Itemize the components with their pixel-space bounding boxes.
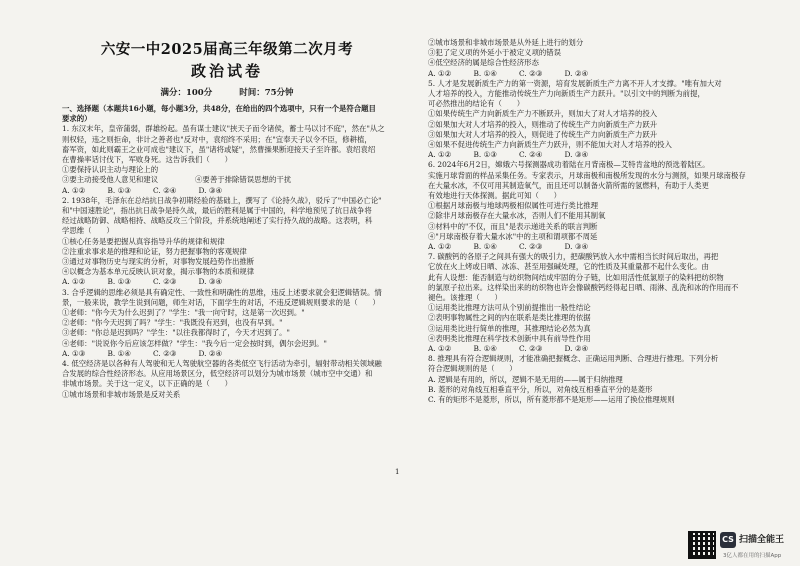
camscanner-tagline: 3亿人都在用的扫描App	[723, 553, 782, 559]
text-line: A. ①② B. ①③ C. ②④ D. ③④	[62, 185, 223, 195]
text-line: B. 菱形的对角线互相垂直平分，所以，对角线互相垂直平分的是菱形	[428, 384, 653, 394]
text-line: A. ①② B. ①③ C. ②③ D. ③④	[62, 277, 223, 287]
text-line: 可必然推出的结论有（ ）	[428, 99, 525, 109]
text-line: ④表明类比推理在科学技术创新中具有前导性作用	[428, 333, 591, 343]
text-line: 4. 低空经济是以各种有人驾驶和无人驾驶航空器的各类低空飞行活动为牵引，辐射带动相关领域融	[62, 359, 382, 368]
text-line: 5. 人才是发展新质生产力的第一资源，培育发展新质生产力离不开人才支撑。"唯有加大对	[428, 78, 722, 88]
text-line: ①根据月球南极与地球两极相似属性可进行类比推理	[428, 201, 598, 211]
text-line: 畜军资，如此则霸王之业可成也"建议下，虽"诸将或疑"，然曹操果断迎接天子至许都。袁绍袁绍	[62, 144, 376, 154]
text-line: 7. 碳酸钙的各原子之间具有强大的吸引力，把碳酸钙放入水中需相当长时间后取出，再把	[428, 252, 719, 262]
text-line: 符合逻辑规则的是（ ）	[428, 364, 517, 374]
text-line: 3. 合乎逻辑的思维必须是具有确定性、一致性和明确性的思维，违反上述要求就会犯逻辑错误。情	[62, 287, 382, 297]
text-line: 实施月球背面的样品采集任务。专家表示，月球南极和南极所发现的水分与测预，如果月球南极存	[428, 170, 746, 180]
text-line: 6. 2024年6月2日，嫦娥六号探测器成功着陆在月背南极—艾特肯盆地的预选着陆区。	[428, 160, 710, 170]
time-info: 时间：75分钟	[239, 88, 294, 98]
score-info: 满分：100分	[160, 88, 213, 98]
text-line: 要求的）	[62, 114, 92, 124]
text-line: 学思维（ ）	[62, 226, 114, 236]
text-line: A. ①② B. ①④ C. ②③ D. ②④	[428, 344, 589, 353]
text-line: ④老师："说说你今后应该怎样做？"学生："我今后一定会按时到，偶尔会迟到。"	[62, 338, 327, 348]
text-line: ③老师："你总是迟到吗？"学生："以往我都得时了，今天才迟到了。"	[62, 328, 290, 338]
text-line: 8. 推理具有符合逻辑规则，才能准确把握概念、正确运用判断、合理进行推理。下列分析	[428, 354, 719, 364]
text-line: ②城市场景和非城市场景是从外延上进行的划分	[428, 38, 584, 47]
text-line: C. 有的矩形不是菱形，所以，所有菱形都不是矩形——运用了换位推理规则	[428, 395, 675, 404]
text-line: ③犯了定义项的外延小于被定义项的错误	[428, 48, 562, 58]
text-line: 在大量水冰，不仅可用其制造氧气，而且还可以制备火箭所需的氢燃料，有助于人类更	[428, 180, 709, 190]
text-line: ①要保持认识主动与理论上的	[62, 165, 159, 175]
text-line: 人才培养的投入，方能推动传统生产力向新质生产力跃升。"以引文中的判断为前提，	[428, 89, 705, 98]
page-number: 1	[395, 468, 400, 476]
text-line: A. ①③ B. ①④ C. ②③ D. ②④	[62, 348, 223, 358]
text-line: ①城市场景和非城市场景是反对关系	[62, 389, 181, 399]
exam-title: 六安一中2025届高三年级第二次月考	[100, 41, 354, 58]
text-line: ③材料中的"不仅，而且"是表示递进关系的联言判断	[428, 221, 598, 231]
text-line: ①核心任务是要把握从真容指导升华的规律和规律	[62, 236, 225, 246]
text-line: ④如果不促进传统生产力向新质生产力跃升，则不能加大对人才培养的投入	[428, 140, 672, 149]
text-line: 有效地进行天体探测。据此可知（ ）	[428, 191, 562, 200]
text-line: ④"月球南极存着大量水冰"中的主项和谓项都不周延	[428, 231, 598, 241]
text-line: 在曹操率话讨伐下，军败身死。这告诉我们（ ）	[62, 155, 232, 164]
text-line: ③通过对事物历史与现实的分析，对事物发展趋势作出推断	[62, 257, 255, 266]
text-line: 非城市场景。关于这一定义，以下正确的是（ ）	[62, 379, 232, 389]
text-line: A. ①② B. ①③ C. ②④ D. ③④	[428, 150, 589, 160]
text-line: 此有人设想：能否制造与纺织物间结成牢固的分子链，比如用活性低氯原子的染料把纺织物	[428, 272, 724, 282]
text-line: ①运用类比推理方法可从个别前提推出一般性结论	[428, 303, 591, 313]
text-line: 的氯原子拉出来。这样染出来的纺织物也许会像碳酸钙经得起日晒、雨淋、乱洗和冰的作用而不	[428, 282, 739, 292]
text-line: ③要主动接受他人意见和建议 ④要善于排除错误思想的干扰	[62, 175, 292, 185]
camscanner-name: 扫描全能王	[739, 535, 785, 545]
text-line: ③运用类比进行简单的推理，其推理结论必然为真	[428, 323, 591, 333]
text-line: 经过战略防御、战略相持、战略反攻三个阶段，并系统地阐述了实行持久战的战略。这表明，科	[62, 216, 373, 226]
text-line: 褪色。该推理（ ）	[428, 293, 502, 302]
text-line: ④低空经济的属是综合性经济形态	[428, 58, 539, 68]
text-line: 则权轻，违之则拒命，非计之善者也"反对中，袁绍终不采用；在"宜奉天子以令不臣，修耕植，	[62, 134, 372, 144]
text-line: 合发展的综合性经济形态。从应用场景区分，低空经济可以划分为城市场景（城市空中交通）和	[62, 369, 373, 379]
text-line: 1. 东汉末年，皇帝蒲弱，群雄纷起。虽有谋士建议"挟天子而令诸侯，蓄士马以讨不庭"，然在"从之	[62, 124, 385, 134]
text-line: 它放在火上烤或日晒、冰冻、甚至用强碱处理，它的性质及其重量都不起什么变化。由	[428, 262, 709, 272]
text-line: A. ①② B. ①④ C. ②③ D. ③④	[428, 242, 589, 251]
camscanner-logo-icon: CS	[720, 532, 736, 548]
text-line: ②注重求事求是的推理和论证，努力把握事物的客观规律	[62, 246, 247, 256]
text-line: ③如果加大对人才培养的投入，则促进了传统生产力向新质生产力跃升	[428, 129, 658, 139]
text-line: ②如果加大对人才培养的投入，则推动了传统生产力向新质生产力跃升	[428, 119, 658, 129]
text-line: 和"中国速胜论"，指出抗日战争是持久战，最后的胜利是属于中国的，科学地预见了抗日战争将	[62, 206, 372, 215]
text-line: 2. 1938年，毛泽东在总结抗日战争初期经验的基础上，撰写了《论持久战》，驳斥了"中国必亡论"	[62, 195, 382, 205]
text-line: ②老师："你今天迟到了吗？"学生："我既没有迟到，也没有早到。"	[62, 318, 283, 328]
text-line: 景，一般来说，教学生说到问题，师生对话，下面学生的对话，不违反逻辑规则要求的是（ ）	[62, 297, 380, 307]
text-line: A. 逻辑是有用的，所以，逻辑不是无用的——属于归纳推理	[428, 374, 623, 384]
text-line: ①如果传统生产力向新质生产力不断跃升，则加大了对人才培养的投入	[428, 109, 658, 119]
exam-meta	[62, 86, 392, 98]
text-line: ②表明事物属性之间的内在联系是类比推理的依据	[428, 313, 591, 323]
text-line: ①老师："你今天为什么迟到了？"学生："我一向守时，这是第一次迟到。"	[62, 308, 305, 317]
exam-subtitle: 政治试卷	[190, 62, 263, 80]
text-line: 一、选择题（本题共16小题，每小题3分，共48分，在给出的四个选项中，只有一个是符合题目	[62, 104, 376, 113]
text-line: ②除非月球南极存在大量水冰，否则人们不能用其制氧	[428, 211, 606, 221]
qr-code-icon	[688, 531, 716, 559]
text-line: A. ①② B. ①④ C. ②③ D. ②④	[428, 68, 589, 78]
text-line: ④以概念为基本单元反映认识对象，揭示事物的本质和规律	[62, 267, 255, 277]
